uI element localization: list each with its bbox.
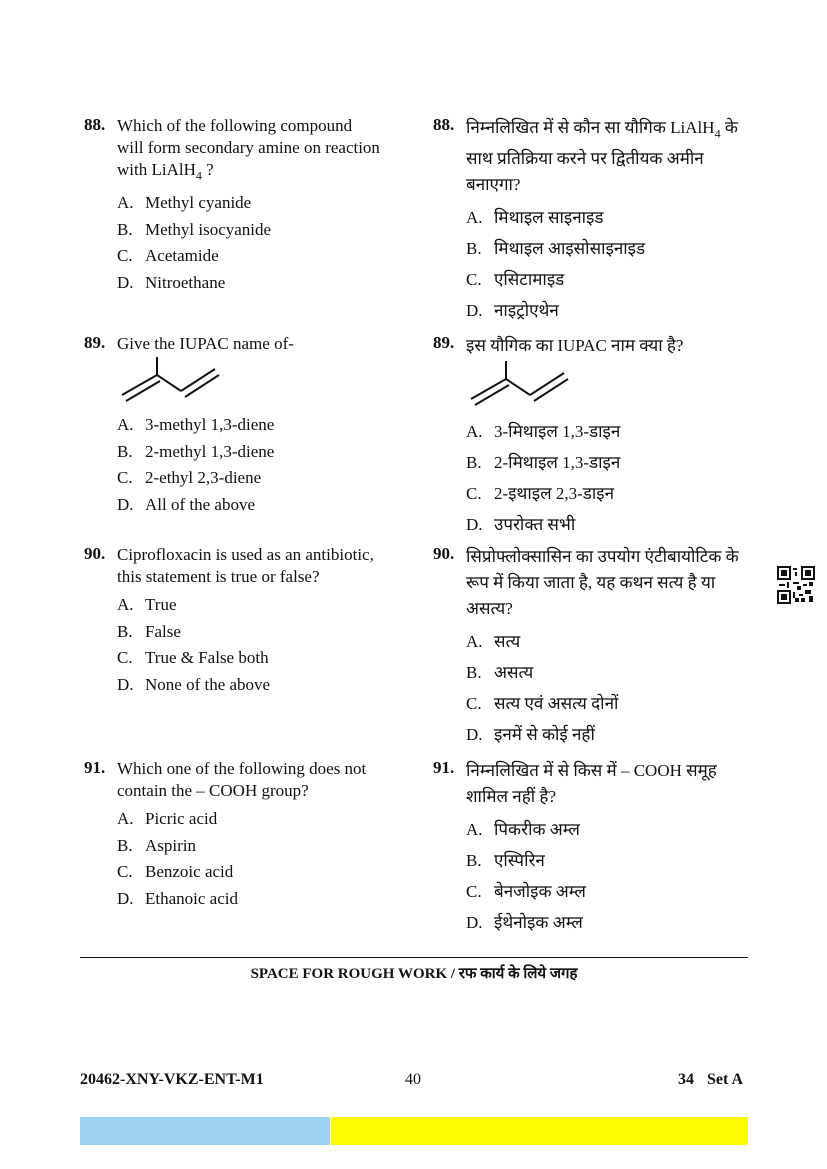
question-number: 88. <box>433 115 455 134</box>
option-b: B. असत्य <box>466 663 534 682</box>
options-list <box>466 814 748 938</box>
option-d: D. Nitroethane <box>117 272 226 292</box>
option-c: C. 2-इथाइल 2,3-डाइन <box>466 484 615 503</box>
question-number: 89. <box>84 333 106 352</box>
question-text: Which of the following compound will form secondary amine on reaction with LiAlH$_4$ ? <box>117 116 380 183</box>
question-number: 90. <box>433 544 455 563</box>
paper-code: 20462-XNY-VKZ-ENT-M1 <box>80 1071 264 1088</box>
question-text: Ciprofloxacin is used as an antibiotic, this statement is true or false? <box>117 545 374 586</box>
question-89-hi <box>433 333 748 540</box>
option-a: A. सत्य <box>466 632 521 651</box>
option-a: A. Picric acid <box>117 809 218 828</box>
option-d: D. Ethanoic acid <box>117 888 238 908</box>
option-b: B. Aspirin <box>117 835 196 855</box>
option-c: C. Benzoic acid <box>117 862 234 881</box>
question-number: 90. <box>84 544 106 563</box>
option-a: A. True <box>117 595 177 614</box>
set-label: Set A <box>707 1071 743 1088</box>
option-b: B. मिथाइल आइसोसाइनाइड <box>466 239 646 259</box>
question-90-hi <box>433 544 748 750</box>
question-number: 89. <box>433 333 455 352</box>
option-b: B. 2-methyl 1,3-diene <box>117 441 275 461</box>
diene-structure-diagram <box>466 359 576 407</box>
question-91-en <box>84 758 414 912</box>
question-number: 88. <box>84 115 106 134</box>
question-text: सिप्रोफ्लोक्सासिन का उपयोग एंटीबायोटिक के रूप में किया जाता है, यह कथन सत्य है या असत्य? <box>466 547 739 618</box>
question-text: निम्नलिखित में से कौन सा यौगिक LiAlH$_4$ के साथ प्रतिक्रिया करने पर द्वितीयक अमीन बनाएगा? <box>466 118 738 195</box>
question-text: निम्नलिखित में से किस में – COOH समूह शामिल नहीं है? <box>466 761 717 806</box>
separator-line <box>80 957 748 958</box>
option-d: D. None of the above <box>117 674 271 694</box>
option-c: C. एसिटामाइड <box>466 270 565 290</box>
option-d: D. नाइट्रोएथेन <box>466 301 559 321</box>
option-c: C. बेनजोइक अम्ल <box>466 882 586 901</box>
option-c: C. True & False both <box>117 648 269 667</box>
footer-bar-yellow <box>331 1117 748 1145</box>
question-88-en <box>84 115 414 296</box>
option-d: D. ईथेनोइक अम्ल <box>466 913 583 932</box>
options-list <box>117 190 414 296</box>
option-d: D. All of the above <box>117 494 255 514</box>
options-list <box>466 202 748 326</box>
rough-work-heading: SPACE FOR ROUGH WORK / रफ कार्य के लिये जगह <box>250 966 578 982</box>
footer-bar-blue <box>80 1117 330 1145</box>
question-88-hi <box>433 115 748 326</box>
question-text: Which one of the following does not contain the – COOH group? <box>117 759 367 800</box>
option-d: D. उपरोक्त सभी <box>466 515 576 534</box>
question-number: 91. <box>84 758 106 777</box>
option-c: C. सत्य एवं असत्य दोनों <box>466 694 619 713</box>
option-a: A. पिकरीक अम्ल <box>466 820 580 839</box>
option-a: A. Methyl cyanide <box>117 193 252 213</box>
option-d: D. इनमें से कोई नहीं <box>466 725 595 744</box>
option-a: A. 3-methyl 1,3-diene <box>117 415 275 434</box>
set-number: 34 <box>678 1071 694 1088</box>
question-89-en <box>84 333 414 518</box>
question-91-hi <box>433 758 748 938</box>
option-a: A. 3-मिथाइल 1,3-डाइन <box>466 422 621 441</box>
question-90-en <box>84 544 414 698</box>
page-number: 40 <box>405 1071 421 1088</box>
option-b: B. Methyl isocyanide <box>117 219 272 239</box>
option-c: C. 2-ethyl 2,3-diene <box>117 468 262 487</box>
question-text: Give the IUPAC name of- <box>117 334 294 353</box>
options-list <box>117 412 414 518</box>
question-text: इस यौगिक का IUPAC नाम क्या है? <box>466 336 684 355</box>
option-c: C. Acetamide <box>117 246 219 266</box>
option-b: B. 2-मिथाइल 1,3-डाइन <box>466 453 621 472</box>
qr-code-icon <box>777 566 815 604</box>
options-list <box>117 592 414 698</box>
option-a: A. मिथाइल साइनाइड <box>466 208 604 228</box>
option-b: B. False <box>117 621 181 641</box>
question-number: 91. <box>433 758 455 777</box>
option-b: B. एस्पिरिन <box>466 851 545 870</box>
diene-structure-diagram <box>117 355 227 403</box>
options-list <box>466 416 748 540</box>
options-list <box>117 806 414 912</box>
options-list <box>466 626 748 750</box>
